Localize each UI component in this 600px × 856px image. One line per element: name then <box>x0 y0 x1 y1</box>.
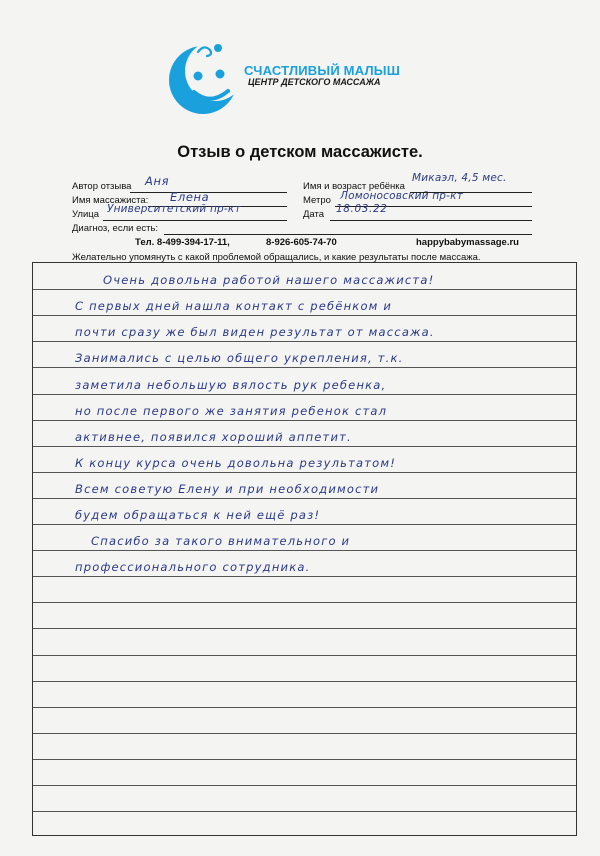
logo-icon <box>158 36 253 118</box>
review-text-line: почти сразу же был виден результат от массажа. <box>75 325 435 340</box>
ruled-line <box>33 367 576 368</box>
ruled-line <box>33 524 576 525</box>
ruled-line <box>33 315 576 316</box>
ruled-line <box>33 707 576 708</box>
diagnosis-label: Диагноз, если есть: <box>72 223 159 234</box>
page-title: Отзыв о детском массажисте. <box>177 143 423 161</box>
street-value: Университетский пр-кт <box>107 203 241 215</box>
masseur-label: Имя массажиста: <box>72 195 149 206</box>
metro-label: Метро <box>303 195 331 206</box>
ruled-line <box>33 420 576 421</box>
ruled-line <box>33 498 576 499</box>
review-text-line: активнее, появился хороший аппетит. <box>75 429 352 444</box>
website-link: happybabymassage.ru <box>416 237 519 248</box>
ruled-line <box>33 550 576 551</box>
masseur-value: Елена <box>170 190 210 204</box>
ruled-line <box>33 472 576 473</box>
street-label: Улица <box>72 209 99 220</box>
ruled-line <box>33 394 576 395</box>
diagnosis-underline <box>164 234 532 235</box>
ruled-line <box>33 628 576 629</box>
review-text-line: Спасибо за такого внимательного и <box>91 534 351 549</box>
review-text-line: К концу курса очень довольна результатом! <box>75 455 397 470</box>
date-underline <box>330 220 532 221</box>
street-underline <box>103 220 287 221</box>
brand-tagline: ЦЕНТР ДЕТСКОГО МАССАЖА <box>248 77 381 87</box>
ruled-line <box>33 289 576 290</box>
date-label: Дата <box>303 209 325 220</box>
instruction-note: Желательно упомянуть с какой проблемой обращались, и какие результаты после массажа. <box>72 252 481 263</box>
ruled-line <box>33 785 576 786</box>
child-label: Имя и возраст ребёнка <box>303 181 405 192</box>
author-value: Аня <box>145 174 170 188</box>
review-text-line: заметила небольшую вялость рук ребенка, <box>75 377 387 392</box>
phone-1: Тел. 8-499-394-17-11, <box>135 237 230 248</box>
brand-name: СЧАСТЛИВЫЙ МАЛЫШ <box>244 63 400 78</box>
phone-2: 8-926-605-74-70 <box>266 237 337 248</box>
review-text-line: профессионального сотрудника. <box>75 560 311 575</box>
author-label: Автор отзыва <box>72 181 132 192</box>
review-text-line: будем обращаться к ней ещё раз! <box>75 508 321 522</box>
date-value: 18.03.22 <box>336 203 388 215</box>
ruled-line <box>33 446 576 447</box>
review-ruled-area <box>32 262 577 836</box>
review-text-line: Всем советую Елену и при необходимости <box>75 481 380 496</box>
ruled-line <box>33 733 576 734</box>
ruled-line <box>33 602 576 603</box>
review-text-line: но после первого же занятия ребенок стал <box>75 403 388 418</box>
ruled-line <box>33 811 576 812</box>
review-text-line: Занимались с целью общего укрепления, т.к. <box>75 351 404 366</box>
ruled-line <box>33 681 576 682</box>
review-text-line: Очень довольна работой нашего массажиста! <box>103 273 435 288</box>
review-text-line: С первых дней нашла контакт с ребёнком и <box>75 299 393 314</box>
ruled-line <box>33 341 576 342</box>
ruled-line <box>33 655 576 656</box>
ruled-line <box>33 759 576 760</box>
ruled-line <box>33 576 576 577</box>
metro-value: Ломоносовский пр-кт <box>340 190 464 202</box>
child-value: Микаэл, 4,5 мес. <box>412 172 507 184</box>
